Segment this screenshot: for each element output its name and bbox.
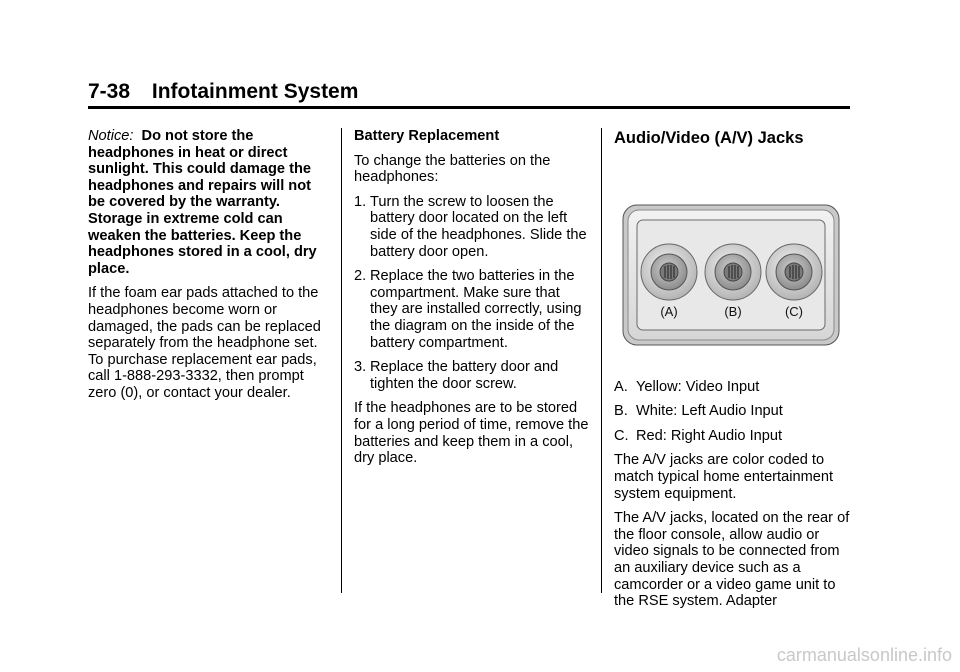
jack-b (705, 244, 761, 300)
step-number: 2. (354, 268, 367, 285)
legend-letter: C. (614, 427, 629, 444)
step-text: Turn the screw to loosen the battery door located on the left side of the headphones. Slide the battery door open. (370, 193, 587, 260)
list-item (354, 359, 590, 392)
step-text: Replace the two batteries in the compartment. Make sure that they are installed correctly, using the diagram on the inside of the battery compartment. (370, 268, 582, 351)
av-jacks-heading: Audio/Video (A/V) Jacks (614, 129, 804, 147)
location-paragraph: The A/V jacks, located on the rear of the floor console, allow audio or video signals to be connected from an auxiliary device such as a camcorder or a video game unit to the RSE system. Adapter (614, 510, 850, 610)
jack-label-c: (C) (784, 304, 804, 319)
storage-paragraph: If the headphones are to be stored for a long period of time, remove the batteries and keep them in a cool, dry place. (354, 400, 589, 467)
notice-paragraph (88, 128, 332, 277)
column-1 (88, 128, 332, 410)
list-item (354, 268, 590, 351)
section-title: Infotainment System (151, 80, 359, 103)
legend-letter: B. (614, 403, 628, 420)
step-text: Replace the battery door and tighten the door screw. (370, 359, 559, 392)
ear-pads-paragraph: If the foam ear pads attached to the headphones become worn or damaged, the pads can be replaced separately from the headphone set. To purchase replacement ear pads, call 1-888-293-3332, then prompt zero (0), or contact your dealer. (88, 285, 321, 401)
jack-label-b: (B) (724, 304, 742, 319)
watermark: carmanualsonline.info (776, 645, 952, 665)
notice-label: Notice: (88, 128, 134, 144)
list-item (614, 403, 850, 420)
column-3 (614, 128, 850, 618)
legend-letter: A. (614, 378, 628, 395)
list-item (614, 379, 850, 396)
battery-heading: Battery Replacement (354, 128, 500, 144)
step-number: 1. (354, 193, 367, 210)
list-item (354, 194, 590, 260)
legend-text: White: Left Audio Input (636, 403, 783, 420)
legend-text: Yellow: Video Input (636, 378, 760, 395)
color-code-paragraph: The A/V jacks are color coded to match typical home entertainment system equipment. (614, 452, 834, 502)
legend-text: Red: Right Audio Input (636, 427, 783, 444)
column-divider (341, 128, 342, 593)
av-jacks-illustration (622, 204, 840, 346)
jack-label-a: (A) (660, 304, 678, 319)
page-header (88, 80, 850, 109)
list-item (614, 428, 850, 445)
notice-text: Do not store the headphones in heat or direct sunlight. This could damage the headphones and repairs will not be covered by the warranty. Storage in extreme cold can weaken the batteries. Keep the headphones stored in a cool, dry place. (88, 128, 317, 277)
page-number: 7-38 (88, 80, 131, 103)
column-2 (354, 128, 590, 475)
jack-a (641, 244, 697, 300)
step-number: 3. (354, 359, 367, 376)
jack-c (766, 244, 822, 300)
battery-intro: To change the batteries on the headphones: (354, 152, 551, 186)
column-divider (601, 128, 602, 593)
